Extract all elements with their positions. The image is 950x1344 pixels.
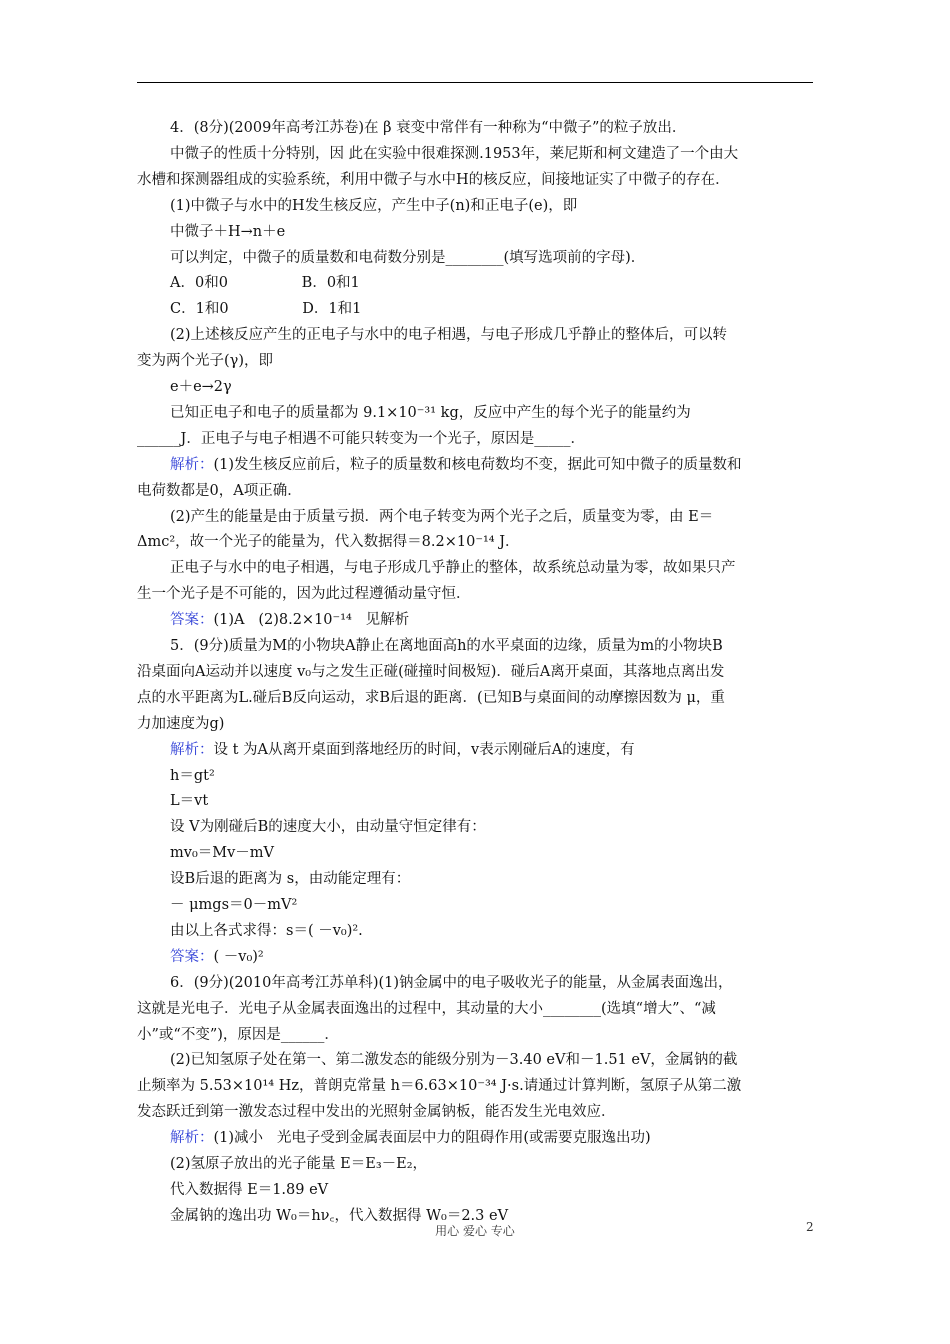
text-line: [170, 1048, 737, 1072]
line-text: 中微子＋H→n＋e: [170, 223, 286, 240]
text-line: [137, 1100, 616, 1124]
line-text: 小”或“不变”)，原因是______．: [137, 1026, 339, 1043]
line-text: (1)A (2)8.2×10⁻¹⁴ 见解析: [213, 612, 410, 629]
text-line: [137, 530, 520, 554]
answer-label: 解析：: [170, 456, 214, 473]
line-text: 设B后退的距离为 s，由动能定理有：: [170, 871, 411, 888]
answer-line: [170, 608, 409, 632]
text-line: [170, 789, 208, 813]
text-line: [170, 919, 363, 943]
text-line: [170, 1178, 328, 1202]
text-line: [170, 1152, 427, 1176]
text-line: [170, 971, 733, 995]
header-rule: [137, 82, 813, 83]
line-text: 设 V为刚碰后B的速度大小，由动量守恒定律有：: [170, 819, 486, 836]
page-footer: 用心 爱心 专心: [435, 1224, 515, 1238]
text-line: [170, 401, 691, 425]
line-text: ______J．正电子与电子相遇不可能只转变为一个光子，原因是_____．: [137, 430, 586, 447]
text-line: [170, 271, 360, 295]
text-line: [137, 1074, 741, 1098]
line-text: 6．(9分)(2010年高考江苏单科)(1)钠金属中的电子吸收光子的能量，从金属表面逸出，: [170, 974, 733, 991]
text-line: [170, 556, 736, 580]
line-text: 这就是光电子．光电子从金属表面逸出的过程中，其动量的大小________(选填“增大”、“减: [137, 1000, 716, 1017]
text-line: [137, 686, 725, 710]
line-text: e＋e→2γ: [170, 379, 232, 395]
text-line: [170, 505, 713, 529]
answer-label: 答案：: [170, 948, 214, 965]
line-text: (2)已知氢原子处在第一、第二激发态的能级分别为－3.40 eV和－1.51 eV，金属钠的截: [170, 1052, 738, 1069]
answer-label: 解析：: [170, 741, 214, 758]
line-text: 变为两个光子(γ)，即: [137, 353, 273, 370]
line-text: (1)发生核反应前后，粒子的质量数和核电荷数均不变，据此可知中微子的质量数和: [213, 456, 742, 473]
text-line: [137, 1023, 339, 1047]
text-line: [170, 375, 232, 399]
line-text: 可以判定，中微子的质量数和电荷数分别是________(填写选项前的字母)．: [170, 249, 646, 266]
text-line: [137, 479, 302, 503]
line-text: 正电子与水中的电子相遇，与电子形成几乎静止的整体，故系统总动量为零，故如果只产: [170, 560, 736, 577]
line-text: 4．(8分)(2009年高考江苏卷)在 β 衰变中常伴有一种称为“中微子”的粒子放出．: [170, 120, 687, 136]
line-text: L＝vt: [170, 793, 209, 810]
line-text: (2)氢原子放出的光子能量 E＝E₃－E₂，: [170, 1156, 428, 1172]
answer-label: 答案：: [170, 612, 214, 629]
line-text: (1)减小 光电子受到金属表面层中力的阻碍作用(或需要克服逸出功): [213, 1130, 651, 1147]
line-text: 发态跃迁到第一激发态过程中发出的光照射金属钠板，能否发生光电效应．: [137, 1104, 616, 1121]
text-line: [170, 194, 577, 218]
line-text: － μmgs＝0－mV²: [170, 897, 298, 913]
text-line: [170, 297, 361, 321]
text-line: [170, 116, 686, 140]
text-line: [170, 764, 215, 788]
line-text: 由以上各式求得：s＝( －v₀)².: [170, 922, 363, 939]
line-text: 代入数据得 E＝1.89 eV: [170, 1181, 329, 1198]
line-text: 电荷数都是0，A项正确．: [137, 482, 302, 499]
line-text: (2)上述核反应产生的正电子与水中的电子相遇，与电子形成几乎静止的整体后，可以转: [170, 327, 728, 344]
text-line: [170, 893, 297, 917]
line-text: (1)中微子与水中的H发生核反应，产生中子(n)和正电子(e)，即: [170, 197, 578, 214]
text-line: [137, 168, 730, 192]
text-line: [137, 712, 224, 736]
text-line: [170, 867, 410, 891]
line-text: 金属钠的逸出功 W₀＝hν꜀，代入数据得 W₀＝2.3 eV: [170, 1207, 509, 1224]
text-line: [170, 142, 738, 166]
text-line: [137, 582, 471, 606]
line-text: (2)产生的能量是由于质量亏损．两个电子转变为两个光子之后，质量变为零，由 E＝: [170, 508, 714, 525]
text-line: [170, 246, 645, 270]
line-text: 已知正电子和电子的质量都为 9.1×10⁻³¹ kg，反应中产生的每个光子的能量约为: [170, 404, 691, 421]
text-line: [170, 841, 274, 865]
line-text: 点的水平距离为L.碰后B反向运动，求B后退的距离．(已知B与桌面间的动摩擦因数为 μ，重: [137, 689, 725, 706]
text-line: [170, 634, 723, 658]
line-text: 力加速度为g): [137, 715, 225, 732]
line-text: C．1和0 D．1和1: [170, 301, 362, 318]
text-line: [170, 220, 285, 244]
line-text: A．0和0 B．0和1: [170, 275, 360, 292]
line-text: 5．(9分)质量为M的小物块A静止在离地面高h的水平桌面的边缘，质量为m的小物块B: [170, 638, 723, 654]
answer-line: [170, 945, 264, 969]
page-number: 2: [806, 1220, 814, 1234]
text-line: [137, 997, 716, 1021]
line-text: mv₀＝Mv－mV: [170, 845, 275, 862]
line-text: 设 t 为A从离开桌面到落地经历的时间，v表示刚碰后A的速度，有: [213, 741, 635, 758]
line-text: 水槽和探测器组成的实验系统，利用中微子与水中H的核反应，间接地证实了中微子的存在．: [137, 171, 730, 188]
text-line: [170, 323, 727, 347]
line-text: 沿桌面向A运动并以速度 v₀与之发生正碰(碰撞时间极短)．碰后A离开桌面，其落地点离出发: [137, 663, 725, 680]
line-text: h＝gt²: [170, 767, 215, 784]
answer-line: [170, 1126, 651, 1150]
line-text: Δmc²，故一个光子的能量为，代入数据得＝8.2×10⁻¹⁴ J．: [137, 534, 520, 551]
line-text: 止频率为 5.53×10¹⁴ Hz，普朗克常量 h＝6.63×10⁻³⁴ J·s.请通过计算判断，氢原子从第二激: [137, 1078, 742, 1095]
line-text: 中微子的性质十分特别，因 此在实验中很难探测.1953年，莱尼斯和柯文建造了一个由大: [170, 145, 739, 162]
answer-line: [170, 738, 635, 762]
text-line: [137, 349, 273, 373]
line-text: 生一个光子是不可能的，因为此过程遵循动量守恒．: [137, 586, 471, 603]
answer-label: 解析：: [170, 1130, 214, 1147]
answer-line: [170, 453, 742, 477]
text-line: [137, 427, 585, 451]
text-line: [137, 660, 724, 684]
text-line: [170, 815, 486, 839]
line-text: ( －v₀)²: [213, 948, 264, 965]
